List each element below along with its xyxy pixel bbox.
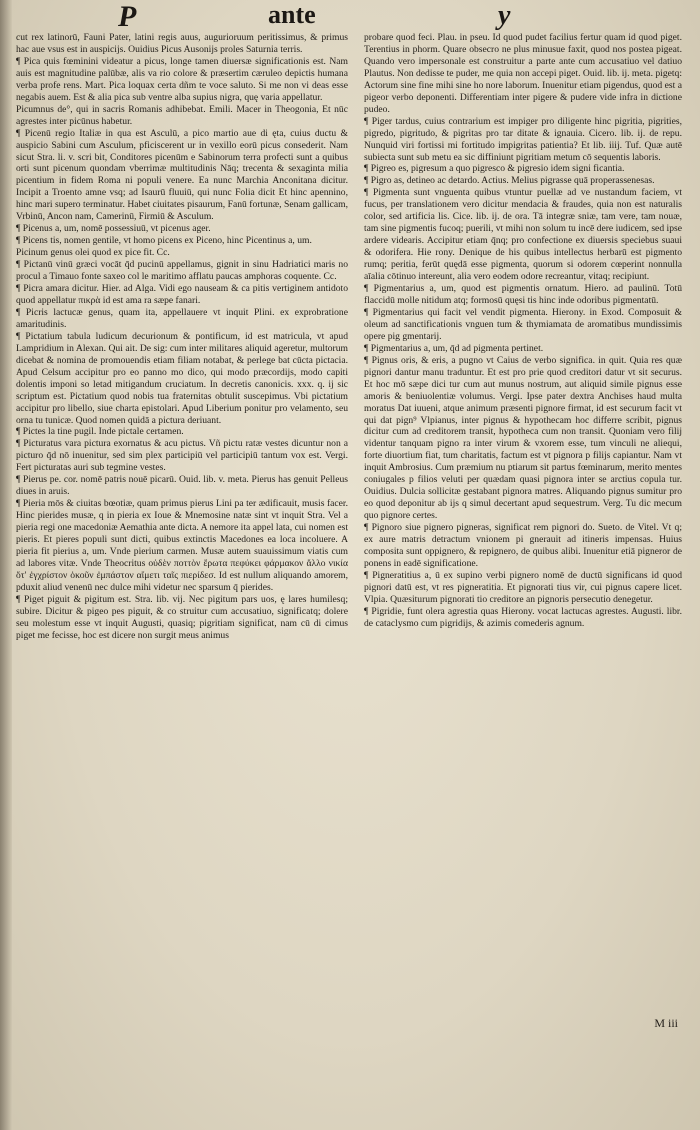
signature-mark: M iii [654,1016,678,1030]
dictionary-entry: ¶ Pigmentarius a, um, quod est pigmentis ornatum. Hiero. ad paulinū. Totū flaccidū molle nitidum atq; formosū quęsi tis hinc inde odoribus pigmentatū. [364,283,682,306]
left-column [16,32,348,642]
dictionary-entry: ¶ Pica quis fœminini videatur a picus, longe tamen diuersæ significationis est. Nam auis est magnitudine palūbæ, alis va rio colore & præsertim cæruleo depictis humana verba profe rens. Mart. Pica loquax certa dñm te voce saluto. Si me non vi deas esse negabis auem. Est & alia pica sub ventre alba supius nigra, quę varia appellatur. [16,55,348,103]
right-column [364,32,682,630]
dictionary-entry: cut rex latinorū, Fauni Pater, latini regis auus, augurioruum peritissimus, & primus hac aue vsus est in auspicijs. Ouidius Picus Ausonijs proles Saturnia terris. [16,32,348,55]
dictionary-entry: ¶ Pictes la tine pugil. Inde pictale certamen. [16,426,184,438]
dictionary-entry: ¶ Pignoro siue pignero pigneras, significat rem pignori do. Sueto. de Vitel. Vt q; ex aure matris detractum vnionem pi gnerauit ad itineris impensas. Huius composita sunt oppignero, & repignero, de quibus alibi. Inuenitur etiā pigneror de ponens in eadē significatione. [364,522,682,569]
dictionary-entry: ¶ Pigmenta sunt vnguenta quibus vtuntur puellæ ad ve nustandum faciem, vt fucus, per translationem vero dicitur mendacia & fraudes, quia non est naturalis color, sed artificia lis. Cice. lib. ij. de ora. Tā integræ sniæ, tam vere, tam nouæ, tam sine pigmentis fucoq; puerili, vt mihi non solum tu incē dere iudicem, sed ipse ardere videaris. Accipitur etiam q̄nq; pro confectione ex diuersis speciebus suaui & odorifera. Hie rony. Denique de his quibus intellectus herbarū est pigmento rumq; peritia, ferūt quędā esse pigmenta, quorum si odorem cœperint nonnulla aīalia cōtinuo intereunt, alia vero eodem odore recreantur, vitaq; recipiunt. [364,187,682,283]
dictionary-entry: ¶ Pigneratitius a, ū ex supino verbi pignero nomē de ductū significans id quod pignori datū est, vt res pigneratitia. Et pignorati tius vir, cui pignus capere licet. Vlpia. Quæsiturum pignorati tio creditore an pignoris persecutio denegetur. [364,569,682,605]
dictionary-entry: ¶ Picturatus vara pictura exornatus & acu pictus. Vñ pictu ratæ vestes dicuntur non a picturo q̄d nō inuenitur, sed sim plex participiū vel participiū tantum vox est. Vergi. Fert picturatas auri sub tegmine vestes. [16,438,348,474]
dictionary-entry: ¶ Pieria mōs & ciuitas bœotiæ, quam primus pierus Lini pa ter ædificauit, musis facer. Hinc pierides musæ, q in pieria ex Ioue & Mnemosine natæ sint vt inquit Stra. Vel a pieria regi one macedoniæ Aemathia ante dicta. A nemore ita appel lata, cui nomen est pieris. Et pieres populi sunt dicti, quibus extinctis Macedones ea loca incoluere. A pieria fit pierius a, um. Vnde pierium carmen. Musæ autem suauissimum viatis cum ad labores vitæ. Vnde Theocritus οὐδὲν ποττὸν ἔρωτα πεφύκει φάρμακον ἄλλο νικία ὅτ' ἐγχρίστον ὁκοῦν ἐμπάστον αἴμετι ταῖς πιερίδεσ. Id est nullum aliquando amorem, pduxit aliud venenū nec dulce mihi videtur nec sparsum q̄ pierides. [16,498,348,593]
running-header [0,0,700,33]
dictionary-entry: ¶ Pictatium tabula ludicum decurionum & pontificum, id est matricula, vt apud Lampridium in Alexan. Qui ait. De sig: cum inter militares aliquid ageretur, multorum dicebat & nomina de promouendis etiam filiam notabat, & perlege bat cūcta pictacia. Apud Celsum accipitur pro eo panno mo dico, qui modo præcordijs, modo capiti dolentis imponi so letad mitigandum cruciatum. In decretis canonicis. xxx. q. ij sic scriptum est. Pictatium quod nobis tua fraternitas obtulit suscepimus. Vbi pictatium accipitur pro libello, siue charta epistolari. Apud Liberium ponitur pro velamento, seu orna tu tunicæ. Quod nomen quidā a pictura deriuant. [16,330,348,426]
dictionary-entry: ¶ Pignus oris, & eris, a pugno vt Caius de verbo significa. in quit. Quia res quæ pignori dantur manu traduntur. Et est pro prie quod creditori datur vt sit securus. Et hoc mō sæpe dici tur cum aut munus nostrum, aut aliquid simile pignus esse amoris & beniuolentiæ volumus. Vergi. Ipse pater dextra Anchises haud multa moratus Dat iuueni, atque animum præsenti pignore firmat, id est securum facit vt qui dat pign⁹ Vlpianus, inter pignus & hypothecam hoc differre scribit, pignus dicitur cum ad creditorem transit, hypotheca cum non transit. Quoniam vero filij videntur tanquam pigno ra inter virum & vxorem esse, tum vinculi ne aliequi, forte diuortium fiat, tum charitatis, factum est vt pignora p filijs capiantur. Nam vt inquit Ambrosius. Cum præmium nu ptiarum sit partus fœminarum, merito mentes coniugales p filios veluti per quædam quasi pignora inter se arctius copula tur. Ouidius. Dulcia sollicitæ gestabant pignora matres. Aliquando pignus sumitur pro eo quod deponitur ab ijs q simul decertant apud sequestrum. Verg. Tu dic mecum quo pignore certes. [364,354,682,522]
dictionary-entry: ¶ Piger tardus, cuius contrarium est impiger pro diligente hinc pigritia, pigrities, pigredo, pigritudo, & pigritas pro tar ditate & ignauia. Cicero. lib. ij. de repu. Nunquid viri fortissi mi fortitudo impigritas patientia? Et lib. iiij. Tuf. Quæ autē subiecta sunt sub metu ea sic diffiniunt pigritiam metum cō sequentis laboris. [364,115,682,163]
dictionary-entry: ¶ Piget piguit & pigitum est. Stra. lib. vij. Nec pigitum pars uos, ę lares humilesq; subire. Dicitur & pigeo pes piguit, & co struitur cum accusatiuo, significatq; dolere seu molestum esse vt inquit Augusti, quasiq; pigritiam significat, nam cū di cimus piget me fecisse, hoc est dicere non surgit meus animus [16,593,348,641]
dictionary-entry: ¶ Picris lactucæ genus, quam ita, appellauere vt inquit Plini. ex exprobratione amaritudinis. [16,306,348,330]
dictionary-entry: ¶ Pierus pe. cor. nomē patris nouē picarū. Ouid. lib. v. meta. Pierus has genuit Pelleus diues in aruis. [16,474,348,498]
dictionary-entry: ¶ Picenus a, um, nomē possessiuū, vt picenus ager. [16,223,211,235]
dictionary-entry: Picumnus de°, qui in sacris Romanis adhibebat. Emili. Macer in Theogonia, Et nūc agrestes inter picūnus habetur. [16,103,348,127]
dictionary-entry: ¶ Pigreo es, pigresum a quo pigresco & pigresio idem signi ficantia. [364,163,625,175]
header-title: ante [268,0,316,29]
dictionary-entry: Picinum genus olei quod ex pice fit. Cc. [16,247,170,259]
dictionary-entry: ¶ Pictanū vinū græci vocāt q̄d pucinū appellamus, gignit in sinu Hadriatici maris no procul a Timauo fonte saxeo col le maritimo afflatu paucas amphoras coquente. Cc. [16,259,348,283]
dictionary-entry: probare quod feci. Plau. in pseu. Id quod pudet facilius fertur quam id quod piget. Terentius in phorm. Quare obsecro ne plus minusue faxit, quod nos postea pigeat. Quando vero impersonale est construitur a parte ante cum accusatiuo vel datiuo Plautus. Non dedisse te puder, me quia non accepi piget. Ouid. lib. ij. meta. pigetq: Actorum sine fine mihi sine ho nore laborum. Inuenitur etiam pigendus, quod est a pigeor verbo deponenti. Differentiam inter pigere & pudere vide infra in dictione pudeo. [364,32,683,115]
dictionary-entry: ¶ Pigmentarius a, um, q̄d ad pigmenta pertinet. [364,342,544,354]
binding-edge [0,0,12,1130]
dictionary-entry: ¶ Picenū regio Italiæ in qua est Asculū, a pico martio aue di ęta, cuius ductu & auspicio Sabini cum Asculum, pficiscerent ur in vexillo eorū picus consederit. Nam sicut Stra. li. v. scri bit, Conditores picenūm e Sabinorum terra profecti sunt a quibus orti sunt picenum quondam vberrimæ multitudinis Nāq; trecenta & sexaginta milia picentium in fidem Roma ni populi venere. Ea nunc Marchia Anconitana dicitur. Incipit a Troento amne vsq; ad Isaurū fluuiū, qui nunc Folia dicit Et hinc apennino, hinc mari supero terminatur. Habet ciuitates pisaurum, Fanū fortunæ, Senam gallicam, Vrbinū, Ancon nam, Camerinū, Firmiū & Asculum. [16,127,348,223]
header-right-letter: y [498,0,511,31]
dictionary-entry: ¶ Pigro as, detineo ac detardo. Actius. Melius pigrasse quā properassenesas. [364,175,655,187]
dictionary-entry: ¶ Picra amara dicitur. Hier. ad Alga. Vidi ego nauseam & ca pitis vertiginem antidoto quod appellatur πικρὰ id est ama ra sæpe fanari. [16,283,348,306]
dictionary-entry: ¶ Picens tis, nomen gentile, vt homo picens ex Piceno, hinc Picentinus a, um. [16,235,312,247]
dictionary-entry: ¶ Pigmentarius qui facit vel vendit pigmenta. Hierony. in Exod. Composuit & oleum ad sanctificationis vnguen tum & thymiamata de aromatibus mundissimis opere pig gmentarij. [364,306,682,342]
header-left-letter: P [118,0,137,33]
dictionary-entry: ¶ Pigridie, funt olera agrestia quas Hierony. vocat lactucas agrestes. Augusti. libr. de cataclysmo cum pigridijs, & azimis comederis agnum. [364,605,682,629]
